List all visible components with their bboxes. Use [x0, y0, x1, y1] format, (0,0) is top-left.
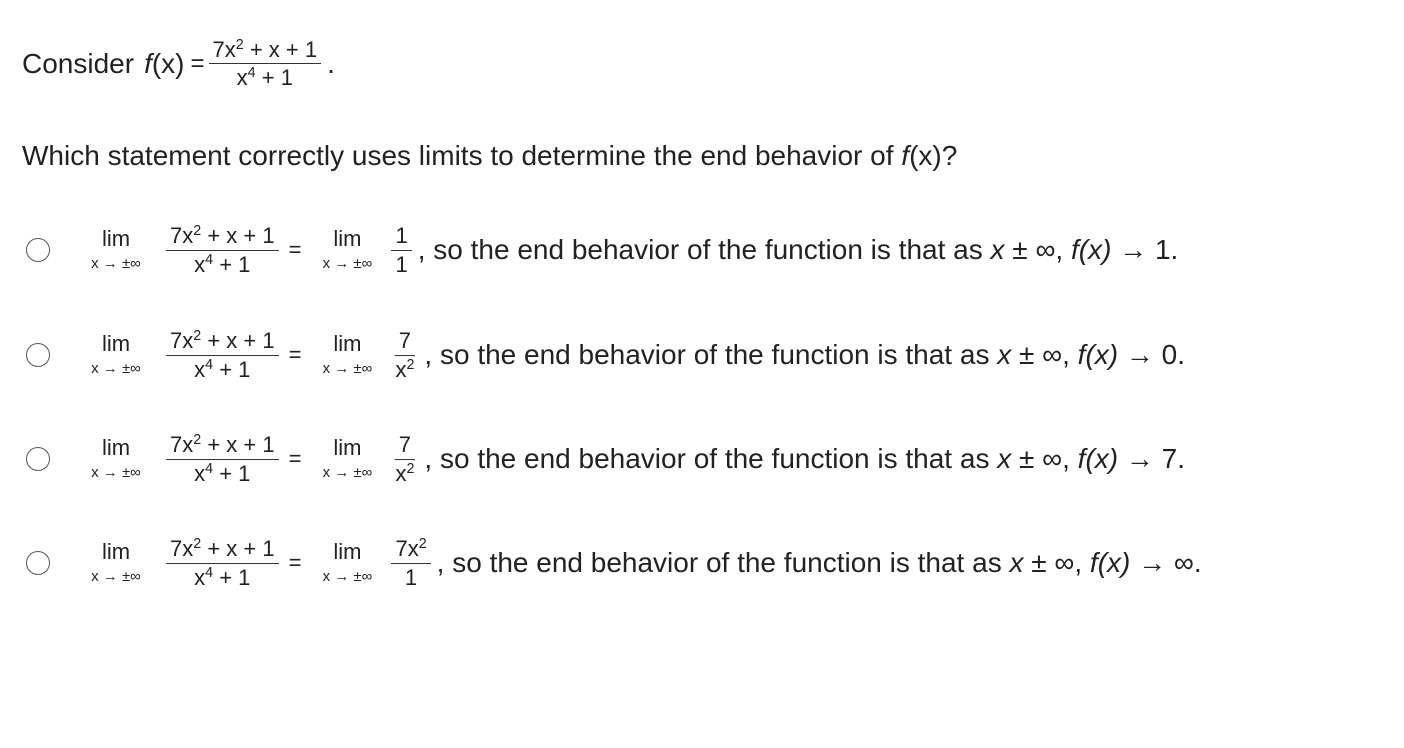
answer-option-2[interactable] — [26, 315, 1185, 395]
fraction-denominator: 1 — [395, 251, 408, 277]
fraction-numerator: 7 — [395, 329, 415, 355]
fraction-numerator: $7x^2 + x + 1$ — [166, 433, 279, 459]
fraction-denominator: $x^4 + 1$ — [236, 65, 293, 91]
fraction-denominator: 1 — [404, 564, 418, 590]
function-fraction — [209, 38, 322, 89]
option-statement: , so the end behavior of the function is that as x ± ∞, f(x) → 7. — [424, 443, 1186, 474]
simplified-fraction — [391, 537, 430, 588]
limit-fraction — [166, 224, 279, 275]
limit-operator: lim x → ±∞ — [322, 225, 373, 273]
answer-option-4[interactable] — [26, 523, 1202, 603]
equals-sign: = — [288, 446, 302, 471]
limit-operator: lim x → ±∞ — [322, 538, 373, 586]
fraction-denominator: $x^4 + 1$ — [194, 356, 251, 382]
option-statement: , so the end behavior of the function is that as x ± ∞, f(x) → ∞. — [436, 547, 1202, 578]
consider-label: Consider — [22, 47, 135, 79]
function-definition — [22, 38, 335, 89]
limit-fraction — [166, 537, 279, 588]
fraction-numerator: $7x^2 + x + 1$ — [166, 537, 279, 563]
radio-button[interactable] — [26, 447, 50, 471]
limit-operator: lim x → ±∞ — [91, 330, 141, 378]
option-statement: , so the end behavior of the function is that as x ± ∞, f(x) → 1. — [417, 234, 1179, 265]
fraction-numerator: $7x^2$ — [391, 537, 430, 563]
radio-button[interactable] — [26, 343, 50, 367]
option-statement: , so the end behavior of the function is that as x ± ∞, f(x) → 0. — [424, 339, 1186, 370]
limit-operator: lim x → ±∞ — [91, 434, 141, 482]
simplified-fraction — [391, 224, 411, 275]
function-name: f(x) — [144, 47, 185, 79]
limit-fraction — [166, 329, 279, 380]
simplified-fraction — [391, 433, 418, 484]
fraction-denominator: $x^2$ — [395, 460, 415, 486]
fraction-numerator: $7x^2 + x + 1$ — [166, 224, 279, 250]
equals-sign: = — [288, 550, 302, 575]
fraction-numerator: $7x^2 + x + 1$ — [209, 38, 322, 64]
radio-button[interactable] — [26, 238, 50, 262]
equals-sign: = — [288, 237, 302, 262]
limit-operator: lim x → ±∞ — [322, 434, 373, 482]
simplified-fraction — [391, 329, 418, 380]
question-text: Which statement correctly uses limits to determine the end behavior of f(x)? — [22, 140, 958, 171]
limit-operator: lim x → ±∞ — [91, 225, 141, 273]
fraction-denominator: $x^4 + 1$ — [194, 460, 251, 486]
equals-sign: = — [288, 342, 302, 367]
equals-sign: = — [190, 49, 205, 77]
fraction-denominator: $x^4 + 1$ — [194, 251, 251, 277]
fraction-numerator: $7x^2 + x + 1$ — [166, 329, 279, 355]
fraction-denominator: $x^4 + 1$ — [194, 564, 251, 590]
answer-option-3[interactable] — [26, 419, 1185, 499]
period: . — [327, 47, 335, 79]
fraction-denominator: $x^2$ — [395, 356, 415, 382]
limit-operator: lim x → ±∞ — [322, 330, 373, 378]
fraction-numerator: 7 — [395, 433, 415, 459]
limit-operator: lim x → ±∞ — [91, 538, 141, 586]
fraction-numerator: 1 — [391, 224, 411, 250]
answer-option-1[interactable] — [26, 210, 1178, 290]
radio-button[interactable] — [26, 551, 50, 575]
limit-fraction — [166, 433, 279, 484]
